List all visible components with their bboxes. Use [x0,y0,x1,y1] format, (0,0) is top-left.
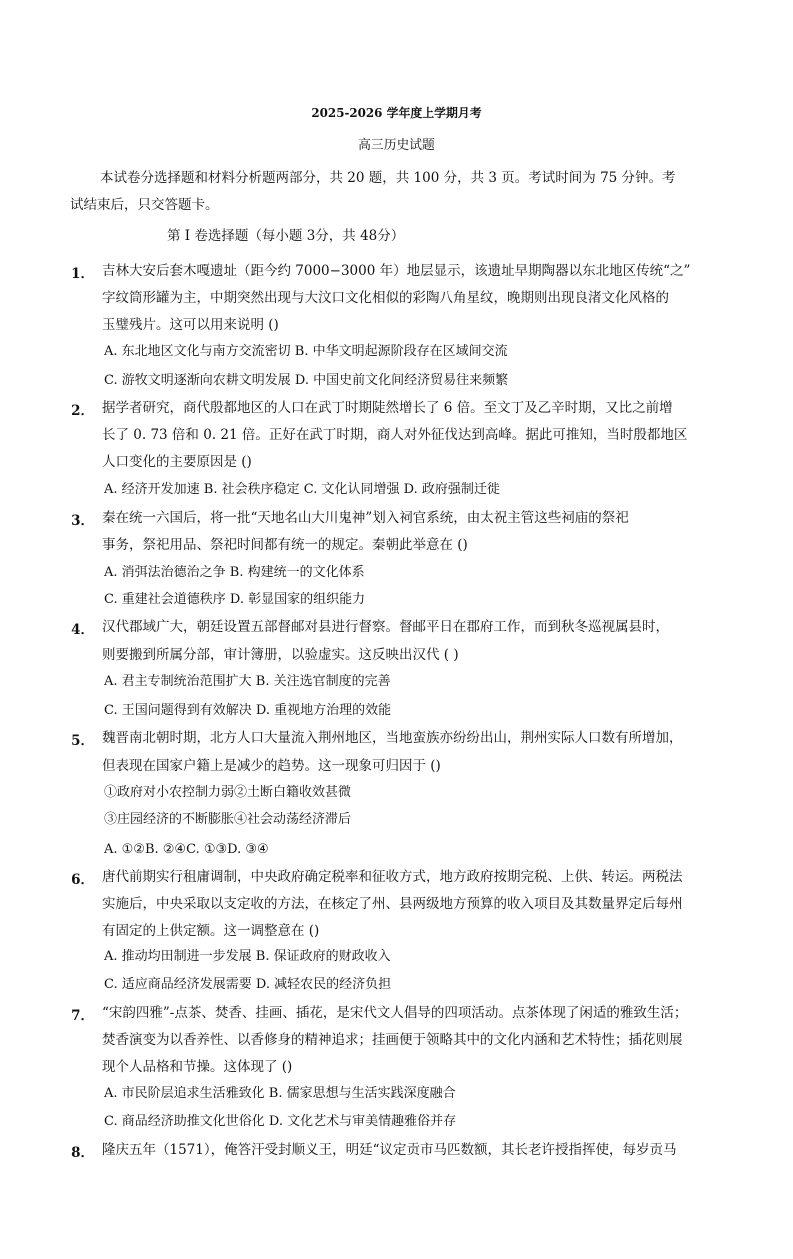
question-text-line: 事务，祭祀用品、祭祀时间都有统一的规定。秦朝此举意在 () [102,537,468,553]
question-text-line: 汉代郡域广大，朝廷设置五部督邮对县进行督察。督邮平日在郡府工作，而到秋冬巡视属县时， [102,619,669,635]
question-text-line: 魏晋南北朝时期，北方人口大量流入荆州地区，当地蛮族亦纷纷出山，荆州实际人口数有所增加， [102,730,683,746]
answer-options: C. 游牧文明逐渐向农耕文明发展 D. 中国史前文化间经济贸易往来频繁 [104,373,509,388]
question-text-line: 吉林大安后套木嘎遗址（距今约 7000−3000 年）地层显示，该遗址早期陶器以东北地区传统“之” [102,263,691,279]
answer-options: C. 商品经济助推文化世俗化 D. 文化艺术与审美情趣雅俗并存 [104,1114,457,1129]
question-number: 5． [71,733,94,749]
question-number: 8． [71,1145,94,1161]
question-number: 2． [71,403,94,419]
question-text-line: 秦在统一六国后，将一批“天地名山大川鬼神”划入祠官系统，由太祝主管这些祠庙的祭祀 [102,510,629,526]
answer-options: C. 重建社会道德秩序 D. 彰显国家的组织能力 [104,592,366,607]
exam-subtitle: 高三历史试题 [358,138,435,153]
question-number: 1． [71,266,94,282]
section-heading: 第 I 卷选择题（每小题 3分，共 48分） [167,228,405,244]
question-text-line: 隆庆五年（1571），俺答汗受封顺义王，明廷“议定贡市马匹数额，其长老许授指挥使，每岁贡马 [102,1142,677,1158]
intro-line-1: 本试卷分选择题和材料分析题两部分，共 20 题，共 100 分，共 3 页。考试时间为 75 分钟。考 [100,170,676,186]
question-text-line: 唐代前期实行租庸调制，中央政府确定税率和征收方式，地方政府按期完税、上供、转运。两税法 [102,869,683,885]
question-number: 4． [71,622,94,638]
answer-options: A. 消弭法治德治之争 B. 构建统一的文化体系 [104,565,365,580]
question-number: 3． [71,513,94,529]
answer-statements: ③庄园经济的不断膨胀④社会动荡经济滞后 [104,812,352,827]
question-text-line: 有固定的上供定额。这一调整意在 () [102,923,320,939]
exam-title: 2025-2026 学年度上学期月考 [311,106,482,120]
question-text-line: 据学者研究，商代殷都地区的人口在武丁时期陡然增长了 6 倍。至文丁及乙辛时期，又比之前增 [102,400,673,416]
answer-options: C. 适应商品经济发展需要 D. 减轻农民的经济负担 [104,977,392,992]
question-number: 7． [71,1008,94,1024]
question-text-line: 字纹筒形罐为主，中期突然出现与大汶口文化相似的彩陶八角星纹，晚期则出现良渚文化风格的 [102,290,669,306]
question-text-line: 人口变化的主要原因是 () [102,454,252,470]
answer-options: C. 王国问题得到有效解决 D. 重视地方治理的效能 [104,703,392,718]
answer-options: A. 推动均田制进一步发展 B. 保证政府的财政收入 [104,949,391,964]
question-text-line: 但表现在国家户籍上是减少的趋势。这一现象可归因于 () [102,758,441,774]
question-text-line: 则要搬到所属分部，审计簿册，以验虚实。这反映出汉代 ( ) [102,647,459,663]
answer-options: A. 市民阶层追求生活雅致化 B. 儒家思想与生活实践深度融合 [104,1086,456,1101]
answer-options: A. 东北地区文化与南方交流密切 B. 中华文明起源阶段存在区域间交流 [104,344,508,359]
question-text-line: “宋韵四雅”-点茶、焚香、挂画、插花，是宋代文人倡导的四项活动。点茶体现了闲适的雅致生活； [102,1005,688,1021]
question-text-line: 长了 0. 73 倍和 0. 21 倍。正好在武丁时期，商人对外征伐达到高峰。据此可推知，当时殷都地区 [102,427,688,443]
answer-options: A. 经济开发加速 B. 社会秩序稳定 C. 文化认同增强 D. 政府强制迁徙 [104,482,500,497]
answer-options: A. 君主专制统治范围扩大 B. 关注选官制度的完善 [104,674,391,689]
question-text-line: 玉璧残片。这可以用来说明 () [102,317,279,333]
question-text-line: 实施后，中央采取以支定收的方法，在核定了州、县两级地方预算的收入项目及其数量界定后每州 [102,896,683,912]
answer-statements: ①政府对小农控制力弱②土断白籍收效甚微 [104,785,352,800]
question-text-line: 现个人品格和节操。这体现了 () [102,1059,293,1075]
question-number: 6． [71,872,94,888]
question-text-line: 焚香演变为以香养性、以香修身的精神追求；挂画便于领略其中的文化内涵和艺术特性；插花则展 [102,1032,683,1048]
answer-options: A. ①②B. ②④C. ①③D. ③④ [104,842,269,857]
intro-line-2: 试结束后，只交答题卡。 [70,197,219,213]
